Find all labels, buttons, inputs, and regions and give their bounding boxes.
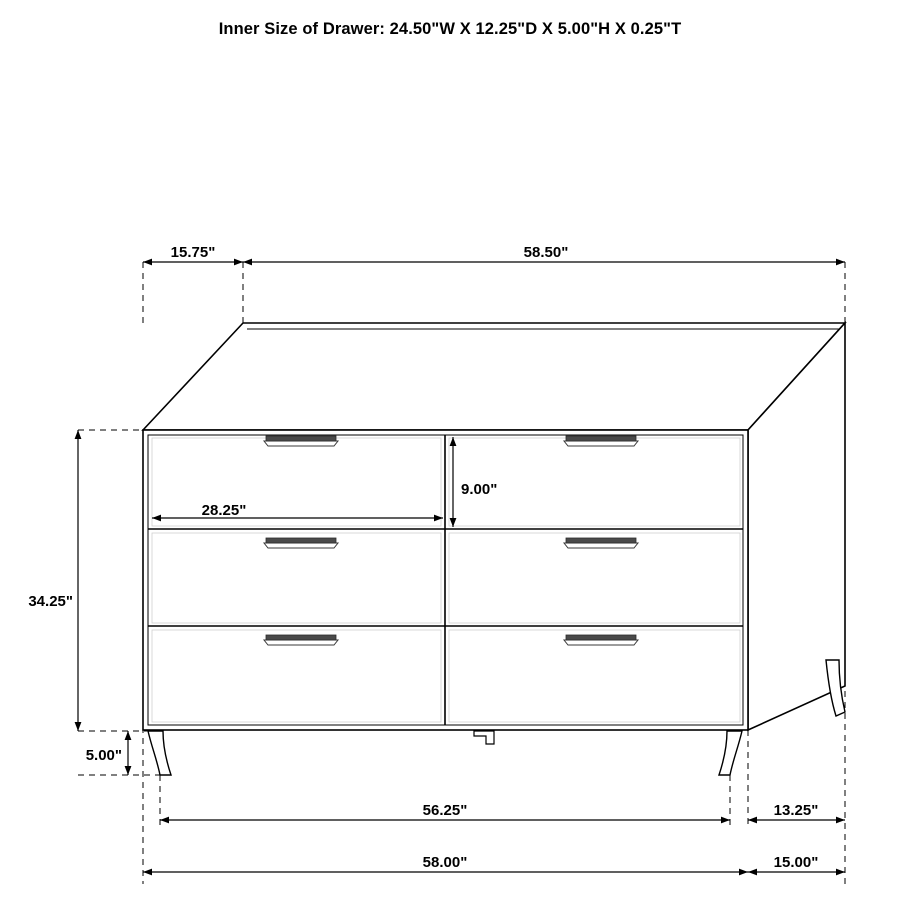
drawer-handle-middle-left: [264, 538, 338, 548]
dim-label-drawer-height: 9.00": [461, 481, 498, 498]
dim-label-base-depth: 15.00": [773, 854, 819, 871]
page-title: Inner Size of Drawer: 24.50"W X 12.25"D X 5.00"H X 0.25"T: [218, 20, 682, 38]
dim-label-case-depth: 13.25": [773, 802, 819, 819]
dim-label-top-width: 58.50": [523, 244, 569, 261]
dim-label-base-width: 58.00": [422, 854, 468, 871]
leg-front-left: [148, 731, 171, 775]
dresser-top-surface: [143, 323, 845, 430]
dim-label-overall-height: 34.25": [28, 593, 73, 610]
drawer-handle-bottom-right: [564, 635, 638, 645]
drawer-handle-top-right: [564, 436, 638, 446]
dim-label-leg-height: 5.00": [85, 747, 122, 764]
dim-label-top-depth: 15.75": [170, 244, 216, 261]
center-foot-bracket: [474, 731, 494, 744]
drawer-handle-bottom-left: [264, 635, 338, 645]
dresser-body: [143, 323, 845, 775]
drawer-handle-middle-right: [564, 538, 638, 548]
dim-label-drawer-width: 28.25": [201, 502, 247, 519]
leg-front-right: [719, 731, 742, 775]
drawer-handle-top-left: [264, 436, 338, 446]
dim-label-case-width: 56.25": [422, 802, 468, 819]
